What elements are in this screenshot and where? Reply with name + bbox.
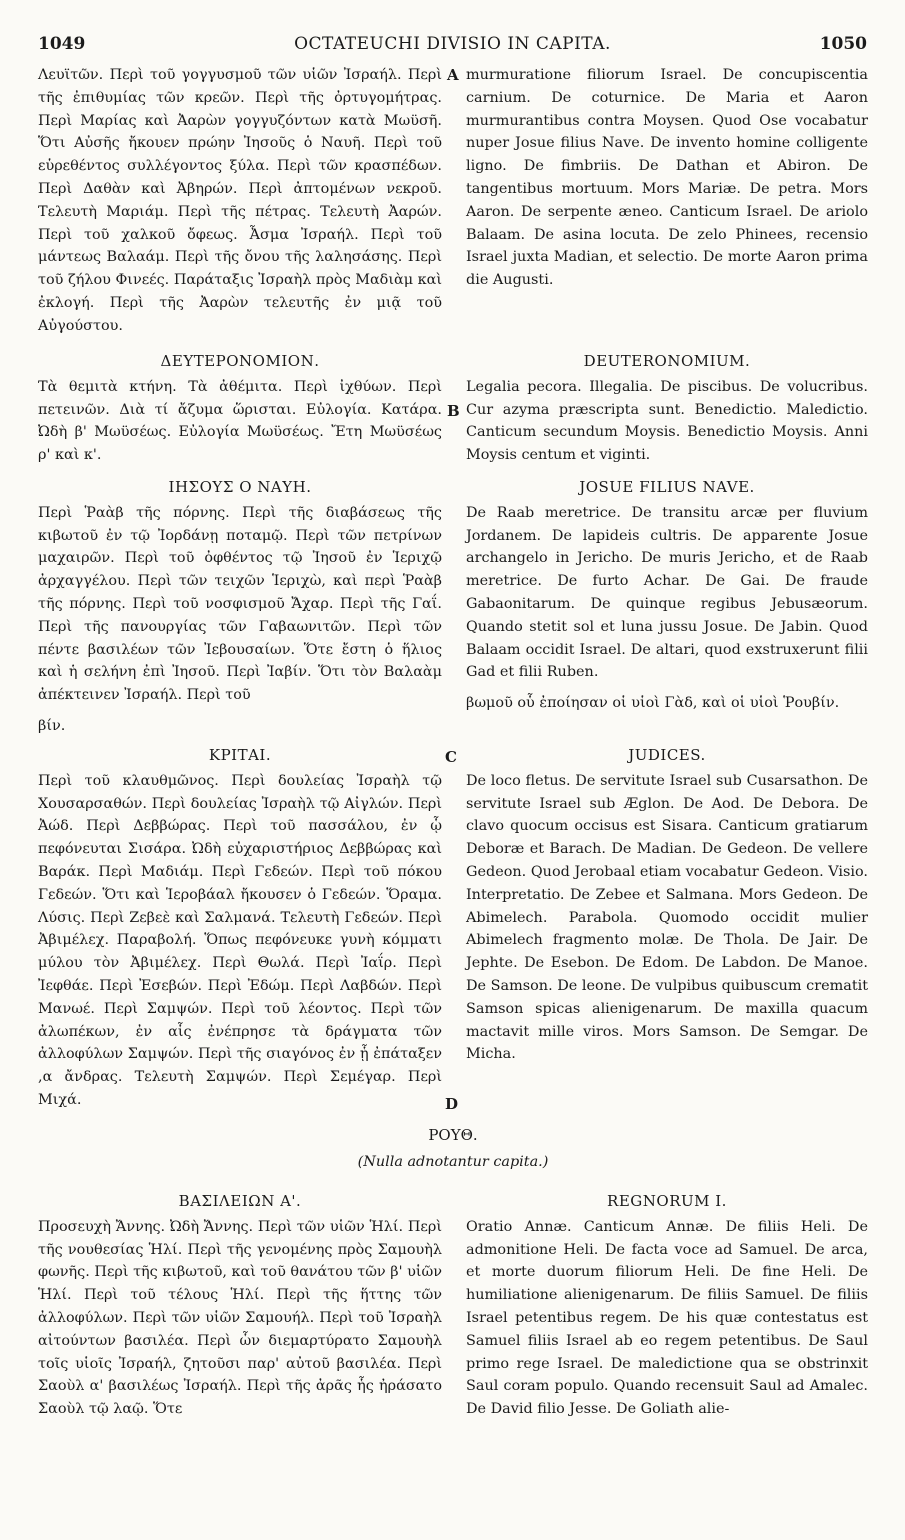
margin-marker-c: C (445, 748, 457, 766)
kings-latin-column (466, 1190, 868, 1421)
judges-latin-title: JUDICES. (628, 746, 706, 764)
deuteronomy-latin-title: DEUTERONOMIUM. (583, 352, 751, 370)
joshua-greek-text: Περὶ Ῥαὰβ τῆς πόρνης. Περὶ τῆς διαβάσεως τῆς κιβωτοῦ ἐν τῷ Ἰορδάνῃ ποταμῷ. Περὶ τῶν πετρίνων μαχαιρῶν. Περὶ τοῦ ὀφθέντος τῷ Ἰησοῦ ἐν Ἱεριχῷ ἀρχαγγέλου. Περὶ τῶν τειχῶν Ἱεριχὼ, καὶ περὶ Ῥαὰβ τῆς πόρνης. Περὶ τοῦ νοσφισμοῦ Ἄχαρ. Περὶ τῆς Γαΐ. Περὶ τῆς πανουργίας τῶν Γαβαωνιτῶν. Περὶ τῶν πέντε βασιλέων τῶν Ἰεβουσαίων. Ὅτε ἔστη ὁ ἥλιος καὶ ἡ σελήνη ἐπὶ Ἰησοῦ. Περὶ Ἰαβίν. Ὅτι τὸν Βαλαὰμ ἀπέκτεινεν Ἰσραήλ. Περὶ τοῦ (38, 504, 442, 704)
judges-latin-text: De loco fletus. De servitute Israel sub Cusarsathon. De servitute Israel sub Æglon. De Aod. De Debora. De clavo quocum occisus est Sisara. Canticum gratiarum Deboræ et Barach. De Madian. De Gedeon. De vellere Gedeon. Quod Jerobaal etiam vocabatur Gedeon. Visio. Interpretatio. De Zebee et Salmana. Mors Gedeon. De Abimelech. Parabola. Quomodo occidit mulier Abimelech fragmento molæ. De Thola. De Jair. De Jephte. De Esebon. De Edom. De Labdon. De Manoe. De Samson. De leone. De vulpibus quibuscum crematit Samson spicas alienigenarum. De maxilla quacum mactavit mille viros. Mors Samson. De Semgar. De Micha. (466, 772, 868, 1063)
running-header (38, 34, 867, 60)
joshua-greek-end (38, 715, 442, 738)
numbers-greek-column (38, 64, 442, 338)
deuteronomy-latin-text: Legalia pecora. Illegalia. De piscibus. De volucribus. Cur azyma præscripta sunt. Benedictio. Maledictio. Canticum secundum Moysis. Benedictio Moysis. Anni Moysis centum et viginti. (466, 378, 868, 464)
judges-greek-title: ΚΡΙΤΑΙ. (208, 746, 272, 764)
judges-greek-column (38, 744, 442, 1112)
ruth-note: (Nulla adnotantur capita.) (357, 1154, 549, 1170)
margin-marker-a: A (447, 66, 459, 84)
kings-greek-column (38, 1190, 442, 1421)
kings-latin-text: Oratio Annæ. Canticum Annæ. De filiis Heli. De admonitione Heli. De facta voce ad Samuel. De arca, et morte duorum filiorum Heli. De fine Heli. De humiliatione alienigenarum. De filiis Samuel. De filiis Israel petentibus regem. De his quæ contestatus est Samuel filiis Israel ab eo regem petentibus. De Saul primo rege Israel. De maledictione qua se obstrinxit Saul coram populo. Quando recensuit Saul ad Amalec. De David filio Jesse. De Goliath alie- (466, 1218, 868, 1418)
joshua-greek-column (38, 476, 442, 707)
kings-greek-title: ΒΑΣΙΛΕΙΩΝ Α'. (178, 1192, 302, 1210)
joshua-greek-spillover (466, 692, 868, 715)
deuteronomy-greek-text: Τὰ θεμιτὰ κτήνη. Τὰ ἀθέμιτα. Περὶ ἰχθύων. Περὶ πετεινῶν. Διὰ τί ἄζυμα ὥρισται. Εὐλογία. Κατάρα. Ὠδὴ β' Μωϋσέως. Εὐλογία Μωϋσέως. Ἔτη Μωϋσέως ρ' καὶ κ'. (38, 378, 442, 464)
deuteronomy-greek-column (38, 350, 442, 467)
page-number-left: 1049 (38, 34, 86, 54)
joshua-latin-column (466, 476, 868, 684)
margin-marker-b: B (447, 402, 460, 420)
judges-greek-text: Περὶ τοῦ κλαυθμῶνος. Περὶ δουλείας Ἰσραὴλ τῷ Χουσαρσαθών. Περὶ δουλείας Ἰσραὴλ τῷ Αἰγλών. Περὶ Ἀώδ. Περὶ Δεββώρας. Περὶ τοῦ πασσάλου, ἐν ᾧ πεφόνευται Σισάρα. Ὠδὴ εὐχαριστήριος Δεββώρας καὶ Βαράκ. Περὶ Μαδιάμ. Περὶ Γεδεών. Περὶ τοῦ πόκου Γεδεών. Ὅτι καὶ Ἱεροβάαλ ἤκουσεν ὁ Γεδεών. Ὅραμα. Λύσις. Περὶ Ζεβεὲ καὶ Σαλμανά. Τελευτὴ Γεδεών. Περὶ Ἀβιμέλεχ. Παραβολή. Ὅπως πεφόνευκε γυνὴ κόμματι μύλου τὸν Ἀβιμέλεχ. Περὶ Θωλά. Περὶ Ἰαΐρ. Περὶ Ἰεφθάε. Περὶ Ἐσεβών. Περὶ Ἐδώμ. Περὶ Λαβδών. Περὶ Μανωέ. Περὶ Σαμψών. Περὶ τοῦ λέοντος. Περὶ τῶν ἀλωπέκων, ἐν αἷς ἐνέπρησε τὰ δράγματα τῶν ἀλλοφύλων Σαμψών. Περὶ τῆς σιαγόνος ἐν ᾗ ἐπάταξεν ,α ἄνδρας. Τελευτὴ Σαμψών. Περὶ Σεμέγαρ. Περὶ Μιχά. (38, 772, 442, 1108)
joshua-greek-end-text: βίν. (38, 718, 66, 734)
joshua-latin-title: JOSUE FILIUS NAVE. (579, 478, 755, 496)
running-title: OCTATEUCHI DIVISIO IN CAPITA. (294, 34, 611, 54)
joshua-greek-spillover-text: βωμοῦ οὗ ἐποίησαν οἱ υἱοὶ Γὰδ, καὶ οἱ υἱοὶ Ῥουβίν. (466, 695, 840, 711)
numbers-greek-text: Λευϊτῶν. Περὶ τοῦ γογγυσμοῦ τῶν υἱῶν Ἰσραήλ. Περὶ τῆς ἐπιθυμίας τῶν κρεῶν. Περὶ τῆς ὀρτυγομήτρας. Περὶ Μαρίας καὶ Ἀαρὼν γογγυζόντων κατὰ Μωϋσῆ. Ὅτι Αὐσῆς ἤκουεν πρώην Ἰησοῦς ὁ Ναυῆ. Περὶ τοῦ εὑρεθέντος συλλέγοντος ξύλα. Περὶ τῶν κρασπέδων. Περὶ Δαθὰν καὶ Ἀβηρών. Περὶ ἀπτομένων νεκροῦ. Τελευτὴ Μαριάμ. Περὶ τῆς πέτρας. Τελευτὴ Ἀαρών. Περὶ τοῦ χαλκοῦ ὄφεως. Ἆσμα Ἰσραήλ. Περὶ τοῦ μάντεως Βαλαάμ. Περὶ τῆς ὄνου τῆς λαλησάσης. Περὶ τοῦ ζήλου Φινεές. Παράταξις Ἰσραὴλ πρὸς Μαδιὰμ καὶ ἐκλογή. Περὶ τῆς Ἀαρὼν τελευτῆς ἐν μιᾷ τοῦ Αὐγούστου. (38, 67, 442, 334)
joshua-latin-text: De Raab meretrice. De transitu arcæ per fluvium Jordanem. De lapideis cultris. De apparente Josue archangelo in Jericho. De muris Jericho, et de Raab meretrice. De furto Achar. De Gai. De fraude Gabaonitarum. De quinque regibus Jebusæorum. Quando stetit sol et luna jussu Josue. De Jabin. Quod Balaam occidit Israel. De altari, quod exstruxerunt filii Gad et filii Ruben. (466, 504, 868, 681)
kings-greek-text: Προσευχὴ Ἄννης. Ὠδὴ Ἄννης. Περὶ τῶν υἱῶν Ἡλί. Περὶ τῆς νουθεσίας Ἡλί. Περὶ τῆς γενομένης πρὸς Σαμουὴλ φωνῆς. Περὶ τῆς κιβωτοῦ, καὶ τοῦ θανάτου τῶν β' υἱῶν Ἡλί. Περὶ τοῦ τέλους Ἡλί. Περὶ τῆς ἥττης τῶν ἀλλοφύλων. Περὶ τῶν υἱῶν Σαμουήλ. Περὶ τοῦ Ἰσραὴλ αἰτούντων βασιλέα. Περὶ ὧν διεμαρτύρατο Σαμουὴλ τοῖς υἱοῖς Ἰσραήλ, ζητοῦσι παρ' αὐτοῦ βασιλέα. Περὶ Σαοὺλ α' βασιλέως Ἰσραήλ. Περὶ τῆς ἀρᾶς ἧς ἠράσατο Σαοὺλ τῷ λαῷ. Ὅτε (38, 1218, 442, 1418)
judges-latin-column (466, 744, 868, 1066)
deuteronomy-greek-title: ΔΕΥΤΕΡΟΝΟΜΙΟΝ. (160, 352, 320, 370)
numbers-latin-text: murmuratione filiorum Israel. De concupiscentia carnium. De coturnice. De Maria et Aaron murmurantibus contra Moysen. Quod Ose vocabatur nuper Josue filius Nave. De invento homine colligente ligno. De fimbriis. De Dathan et Abiron. De tangentibus mortuum. Mors Mariæ. De petra. Mors Aaron. De serpente æneo. Canticum Israel. De ariolo Balaam. De asina locuta. De zelo Phinees, recensio Israel juxta Madian, et selectio. De morte Aaron prima die Augusti. (466, 67, 868, 289)
ruth-title: ΡΟΥΘ. (428, 1126, 478, 1144)
numbers-latin-column (466, 64, 868, 292)
kings-latin-title: REGNORUM I. (607, 1192, 727, 1210)
margin-marker-d: D (445, 1095, 459, 1113)
deuteronomy-latin-column (466, 350, 868, 467)
joshua-greek-title: ΙΗΣΟΥΣ Ο ΝΑΥΗ. (168, 478, 312, 496)
page-number-right: 1050 (819, 34, 867, 54)
